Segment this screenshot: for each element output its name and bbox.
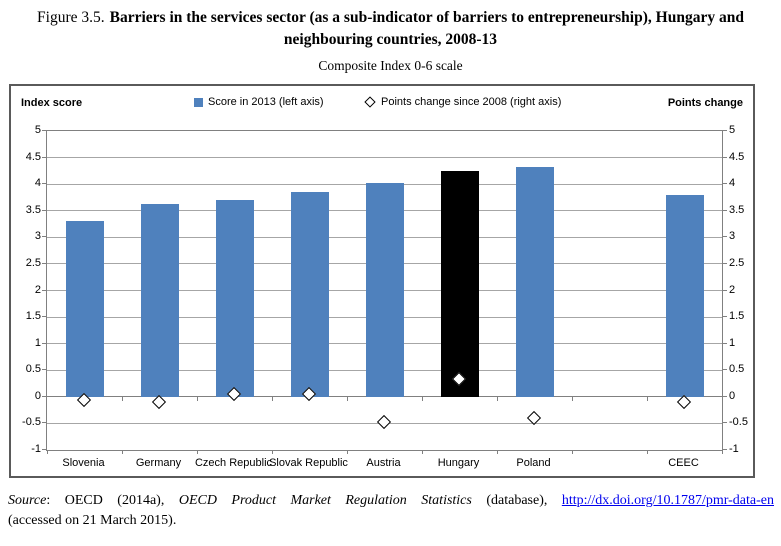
left-axis-tickmark bbox=[42, 210, 46, 211]
source-doi-link[interactable]: http://dx.doi.org/10.1787/pmr-data-en bbox=[561, 493, 774, 508]
left-axis-tick-5: 5 bbox=[34, 124, 41, 136]
bar-series-swatch-icon bbox=[194, 98, 203, 107]
bottom-axis-tickmark bbox=[647, 450, 648, 454]
left-axis-tickmark bbox=[42, 316, 46, 317]
left-axis-tickmark bbox=[42, 157, 46, 158]
bottom-axis-tickmark bbox=[272, 450, 273, 454]
right-axis-tick-3.5: 3.5 bbox=[729, 203, 745, 216]
left-axis-tick-2.5: 2.5 bbox=[25, 256, 41, 269]
zero-axis-tickmark bbox=[572, 397, 573, 401]
right-axis-title: Points change bbox=[667, 97, 743, 109]
bar-hungary bbox=[441, 171, 479, 396]
bottom-axis-tickmark bbox=[722, 450, 723, 454]
right-axis-tick-2.5: 2.5 bbox=[729, 256, 745, 269]
right-axis-tick--1: -1 bbox=[729, 443, 739, 455]
source-text-1: : OECD (2014a), bbox=[46, 493, 179, 508]
category-label-slovenia: Slovenia bbox=[62, 457, 105, 469]
source-line-2: (accessed on 21 March 2015). bbox=[8, 513, 177, 529]
bottom-axis-tickmark bbox=[572, 450, 573, 454]
legend-label-points-change: Points change since 2008 (right axis) bbox=[381, 96, 562, 108]
left-axis-tickmark bbox=[42, 263, 46, 264]
right-axis-tickmark bbox=[723, 343, 727, 344]
plot-area bbox=[46, 130, 723, 451]
right-axis-tick--0.5: -0.5 bbox=[729, 416, 748, 429]
right-axis-tickmark bbox=[723, 236, 727, 237]
right-axis-tick-1: 1 bbox=[729, 336, 736, 349]
points-change-marker-austria bbox=[377, 415, 391, 429]
left-axis-tick-0.5: 0.5 bbox=[25, 363, 41, 376]
right-axis-tickmark bbox=[723, 422, 727, 423]
category-label-ceec: CEEC bbox=[668, 457, 699, 469]
bar-poland bbox=[516, 167, 554, 397]
bottom-axis-tickmark bbox=[347, 450, 348, 454]
figure-number: Figure 3.5. bbox=[37, 9, 105, 26]
left-axis-tick-2: 2 bbox=[34, 283, 41, 296]
category-label-czech-republic: Czech Republic bbox=[194, 457, 273, 469]
left-axis-tickmark bbox=[42, 343, 46, 344]
source-database-title: OECD Product Market Regulation Statistics bbox=[178, 493, 472, 508]
left-axis-tick-3: 3 bbox=[34, 230, 41, 243]
left-axis-tickmark bbox=[42, 369, 46, 370]
bottom-axis-tickmark bbox=[47, 450, 48, 454]
right-axis-tick-0: 0 bbox=[729, 389, 736, 402]
source-label: Source bbox=[8, 493, 47, 508]
left-axis-tick--1: -1 bbox=[31, 443, 41, 455]
right-axis-tickmark bbox=[723, 210, 727, 211]
bar-ceec bbox=[666, 195, 704, 397]
right-axis-tickmark bbox=[723, 157, 727, 158]
right-axis-tickmark bbox=[723, 449, 727, 450]
bar-austria bbox=[366, 183, 404, 397]
left-axis-tickmark bbox=[42, 449, 46, 450]
left-axis-tickmark bbox=[42, 130, 46, 131]
bottom-axis-tickmark bbox=[422, 450, 423, 454]
category-label-hungary: Hungary bbox=[437, 457, 480, 469]
chart-area bbox=[9, 84, 755, 478]
right-axis-tickmark bbox=[723, 183, 727, 184]
legend-item-points-change bbox=[364, 96, 561, 108]
figure-title-text: Barriers in the services sector (as a sub-indicator of barriers to entrepreneurship), Hungary and neighbouring countries, 2008-13 bbox=[109, 9, 744, 48]
source-note bbox=[8, 491, 774, 532]
right-axis-tick-3: 3 bbox=[729, 230, 736, 243]
right-axis-tick-0.5: 0.5 bbox=[729, 363, 745, 376]
zero-axis-tickmark bbox=[422, 397, 423, 401]
zero-axis-tickmark bbox=[197, 397, 198, 401]
figure-title bbox=[12, 7, 769, 50]
bar-slovenia bbox=[66, 221, 104, 396]
right-axis-tickmark bbox=[723, 290, 727, 291]
left-axis-tick-4.5: 4.5 bbox=[25, 150, 41, 163]
left-axis-tick--0.5: -0.5 bbox=[22, 416, 41, 429]
left-axis-tick-0: 0 bbox=[34, 389, 41, 402]
left-axis-tick-3.5: 3.5 bbox=[25, 203, 41, 216]
right-axis-tick-1.5: 1.5 bbox=[729, 310, 745, 323]
left-axis-tickmark bbox=[42, 290, 46, 291]
right-axis-tickmark bbox=[723, 263, 727, 264]
source-line-1 bbox=[8, 491, 774, 511]
right-axis-tick-5: 5 bbox=[729, 124, 736, 136]
legend-label-score-2013: Score in 2013 (left axis) bbox=[208, 96, 324, 108]
left-axis-tickmark bbox=[42, 396, 46, 397]
bottom-axis-tickmark bbox=[497, 450, 498, 454]
right-axis-tickmark bbox=[723, 369, 727, 370]
category-label-poland: Poland bbox=[516, 457, 551, 469]
left-axis-tick-4: 4 bbox=[34, 177, 41, 190]
category-label-slovak-republic: Slovak Republic bbox=[269, 457, 348, 469]
left-axis-title: Index score bbox=[21, 97, 83, 109]
category-label-germany: Germany bbox=[135, 457, 182, 469]
zero-axis-tickmark bbox=[347, 397, 348, 401]
zero-axis-tickmark bbox=[497, 397, 498, 401]
bar-slovak-republic bbox=[291, 192, 329, 397]
bottom-axis-tickmark bbox=[122, 450, 123, 454]
right-axis-tickmark bbox=[723, 396, 727, 397]
zero-axis-tickmark bbox=[272, 397, 273, 401]
legend-item-score-2013 bbox=[194, 96, 324, 108]
source-text-2: (database), bbox=[471, 493, 562, 508]
left-axis-tickmark bbox=[42, 422, 46, 423]
left-axis-tickmark bbox=[42, 236, 46, 237]
right-axis-tickmark bbox=[723, 316, 727, 317]
right-axis-tickmark bbox=[723, 130, 727, 131]
right-axis-tick-4: 4 bbox=[729, 177, 736, 190]
left-axis-tick-1: 1 bbox=[34, 336, 41, 349]
right-axis-tick-2: 2 bbox=[729, 283, 736, 296]
gridline-4.5 bbox=[47, 157, 722, 158]
category-label-austria: Austria bbox=[366, 457, 401, 469]
bar-czech-republic bbox=[216, 200, 254, 397]
zero-axis-tickmark bbox=[647, 397, 648, 401]
diamond-series-swatch-icon bbox=[364, 96, 375, 107]
bar-germany bbox=[141, 204, 179, 396]
figure-subtitle: Composite Index 0-6 scale bbox=[318, 58, 463, 73]
zero-axis-tickmark bbox=[122, 397, 123, 401]
left-axis-tick-1.5: 1.5 bbox=[25, 310, 41, 323]
bottom-axis-tickmark bbox=[197, 450, 198, 454]
left-axis-tickmark bbox=[42, 183, 46, 184]
right-axis-tick-4.5: 4.5 bbox=[729, 150, 745, 163]
